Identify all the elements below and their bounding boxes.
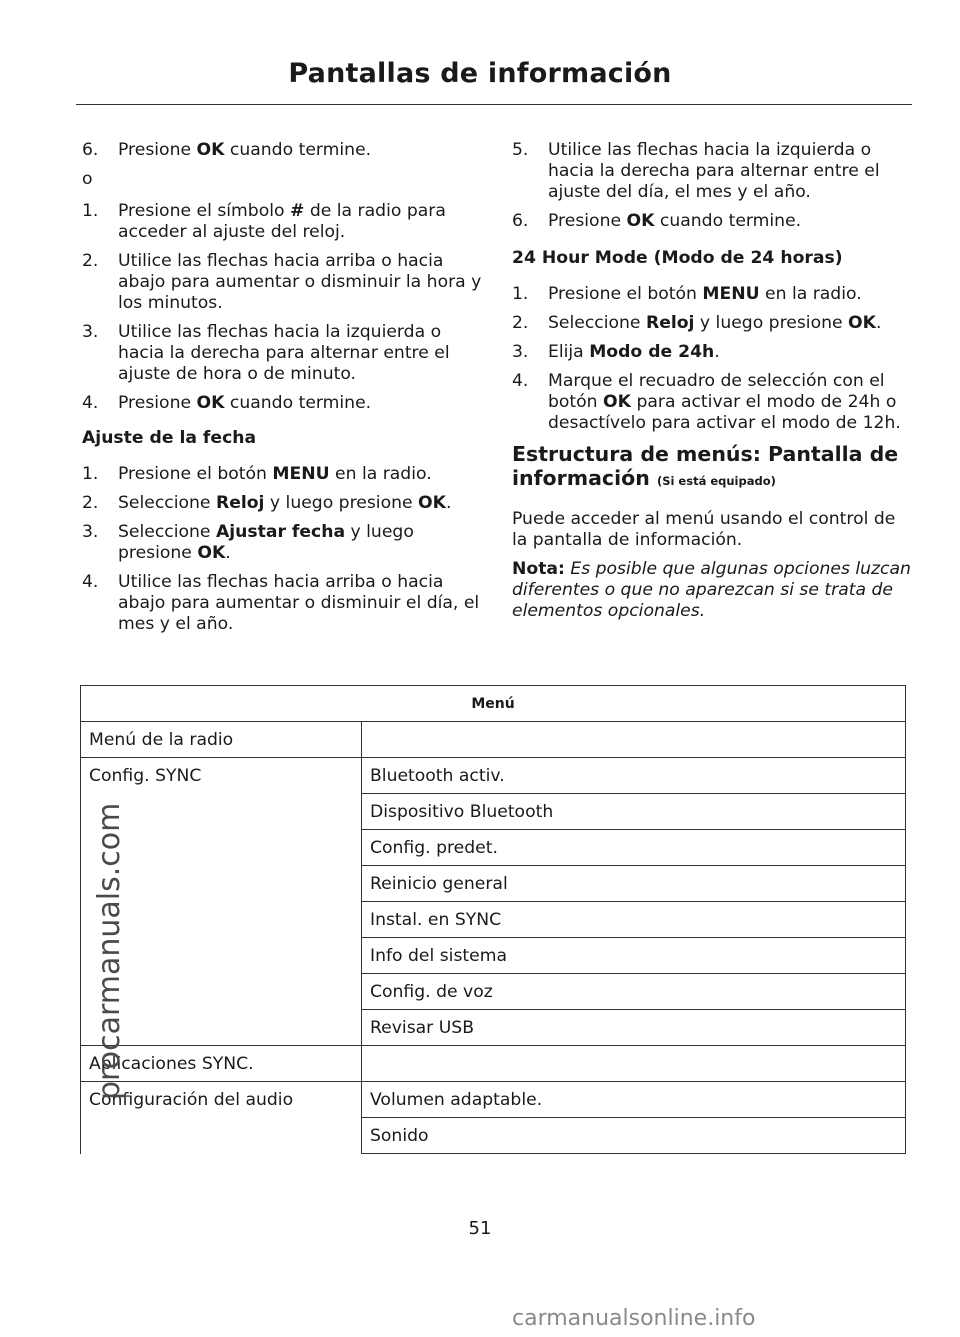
item-bold: OK	[626, 211, 655, 231]
section-heading	[512, 442, 914, 493]
item-text: .	[225, 543, 231, 563]
table-cell: Menú de la radio	[81, 722, 362, 758]
item-text: Elija	[548, 342, 590, 362]
table-cell: Revisar USB	[362, 1010, 906, 1046]
table-cell: Instal. en SYNC	[362, 902, 906, 938]
menu-table	[80, 685, 906, 1154]
item-text: cuando termine.	[224, 140, 372, 160]
item-bold: Reloj	[215, 493, 265, 513]
item-number: 2.	[82, 251, 99, 271]
item-number: 3.	[82, 322, 99, 342]
item-text: Marque el recuadro de selección con el botón	[548, 371, 885, 412]
item-text: de la radio para acceder al ajuste del reloj.	[118, 201, 446, 242]
item-bold: Ajustar fecha	[215, 522, 346, 542]
item-text: Presione	[548, 211, 627, 231]
item-text: Utilice las flechas hacia la izquierda o hacia la derecha para alternar entre el ajuste de hora o de minuto.	[118, 322, 450, 384]
item-text: Presione el botón	[118, 464, 273, 484]
table-row	[81, 830, 906, 866]
item-text: en la radio.	[759, 284, 862, 304]
list-item	[82, 522, 482, 564]
date-heading: Ajuste de la fecha	[82, 428, 257, 448]
item-text: y luego presione	[264, 493, 419, 513]
table-row	[81, 794, 906, 830]
item-bold: OK	[196, 393, 225, 413]
table-cell: Config. de voz	[362, 974, 906, 1010]
item-text: .	[875, 313, 882, 333]
side-watermark: procarmanuals.com	[92, 802, 127, 1100]
item-number: 3.	[82, 522, 99, 542]
item-text: y luego presione	[694, 313, 849, 333]
item-number: 4.	[512, 371, 529, 391]
table-cell: Bluetooth activ.	[362, 758, 906, 794]
list-item	[512, 371, 914, 434]
item-text: Presione	[118, 140, 197, 160]
list-item	[512, 313, 914, 334]
item-number: 2.	[512, 313, 529, 333]
item-text: Seleccione	[118, 522, 216, 542]
intro-paragraph: Puede acceder al menú usando el control de la pantalla de información.	[512, 509, 896, 550]
table-row	[81, 974, 906, 1010]
item-text: para activar el modo de 24h o desactívelo para activar el modo de 12h.	[548, 392, 901, 433]
list-item	[82, 493, 482, 514]
item-text: en la radio.	[329, 464, 432, 484]
item-number: 1.	[82, 201, 99, 221]
right-column	[512, 140, 914, 630]
item-number: 6.	[512, 211, 529, 231]
list-item	[512, 284, 914, 305]
section-heading-text: Estructura de menús: Pantalla de información	[512, 442, 899, 490]
note-label: Nota:	[512, 559, 565, 579]
note-paragraph	[512, 559, 914, 622]
table-row	[81, 902, 906, 938]
page-number: 51	[468, 1218, 492, 1239]
item-number: 5.	[512, 140, 529, 160]
table-cell: Aplicaciones SYNC.	[81, 1046, 362, 1082]
bottom-watermark: carmanualsonline.info	[512, 1306, 756, 1331]
item-text: .	[445, 493, 452, 513]
section-heading-note: (Si está equipado)	[656, 474, 776, 488]
item-bold: OK	[418, 493, 446, 513]
item-number: 1.	[82, 464, 99, 484]
list-item	[82, 393, 482, 414]
table-row	[81, 866, 906, 902]
table-cell: Dispositivo Bluetooth	[362, 794, 906, 830]
list-item	[82, 140, 482, 161]
table-row	[81, 1118, 906, 1154]
item-text: Seleccione	[118, 493, 216, 513]
table-row	[81, 1010, 906, 1046]
header-divider	[76, 104, 912, 105]
item-bold: MENU	[702, 284, 760, 304]
list-item	[82, 464, 482, 485]
list-item	[512, 342, 914, 363]
item-number: 4.	[82, 393, 99, 413]
page-title: Pantallas de información	[288, 58, 672, 89]
item-bold: Modo de 24h	[589, 342, 715, 362]
mode-heading: 24 Hour Mode (Modo de 24 horas)	[512, 248, 843, 268]
table-row	[81, 758, 906, 794]
item-number: 1.	[512, 284, 529, 304]
table-cell: Info del sistema	[362, 938, 906, 974]
list-item	[512, 140, 914, 203]
item-bold: MENU	[272, 464, 330, 484]
item-bold: OK	[603, 392, 631, 412]
table-cell	[362, 1046, 906, 1082]
list-item	[82, 201, 482, 243]
list-item	[512, 211, 914, 232]
item-bold: Reloj	[645, 313, 695, 333]
table-cell: Volumen adaptable.	[362, 1082, 906, 1118]
table-cell: Reinicio general	[362, 866, 906, 902]
table-row	[81, 1082, 906, 1118]
table-row	[81, 722, 906, 758]
table-cell: Config. predet.	[362, 830, 906, 866]
item-text: Utilice las flechas hacia arriba o hacia abajo para aumentar o disminuir la hora y los minutos.	[118, 251, 482, 313]
or-text: o	[82, 169, 93, 189]
table-cell: Configuración del audio	[81, 1082, 362, 1118]
table-cell: Config. SYNC	[81, 758, 362, 794]
table-cell	[362, 722, 906, 758]
left-column	[82, 140, 482, 643]
list-item	[82, 322, 482, 385]
item-number: 6.	[82, 140, 99, 160]
table-header-row	[81, 686, 906, 722]
table-cell: Sonido	[362, 1118, 906, 1154]
item-text: Utilice las flechas hacia arriba o hacia abajo para aumentar o disminuir el día, el mes y el año.	[118, 572, 480, 634]
table-row	[81, 1046, 906, 1082]
item-number: 3.	[512, 342, 529, 362]
item-text: Utilice las flechas hacia la izquierda o hacia la derecha para alternar entre el ajuste del día, el mes y el año.	[548, 140, 880, 202]
item-text: cuando termine.	[224, 393, 372, 413]
note-text: Es posible que algunas opciones luzcan diferentes o que no aparezcan si se trata de elementos opcionales.	[512, 559, 911, 621]
item-text: Presione	[118, 393, 197, 413]
item-bold: #	[289, 201, 305, 221]
list-item	[82, 572, 482, 635]
item-number: 4.	[82, 572, 99, 592]
list-item	[82, 251, 482, 314]
table-header: Menú	[81, 686, 906, 722]
item-text: cuando termine.	[654, 211, 802, 231]
item-number: 2.	[82, 493, 99, 513]
item-text: .	[714, 342, 720, 362]
item-bold: OK	[197, 543, 226, 563]
table-row	[81, 938, 906, 974]
table-cell	[81, 1118, 362, 1154]
item-text: Presione el símbolo	[118, 201, 290, 221]
item-bold: OK	[196, 140, 225, 160]
item-text: Presione el botón	[548, 284, 703, 304]
item-text: y luego presione	[118, 522, 414, 563]
item-text: Seleccione	[548, 313, 646, 333]
item-bold: OK	[848, 313, 876, 333]
